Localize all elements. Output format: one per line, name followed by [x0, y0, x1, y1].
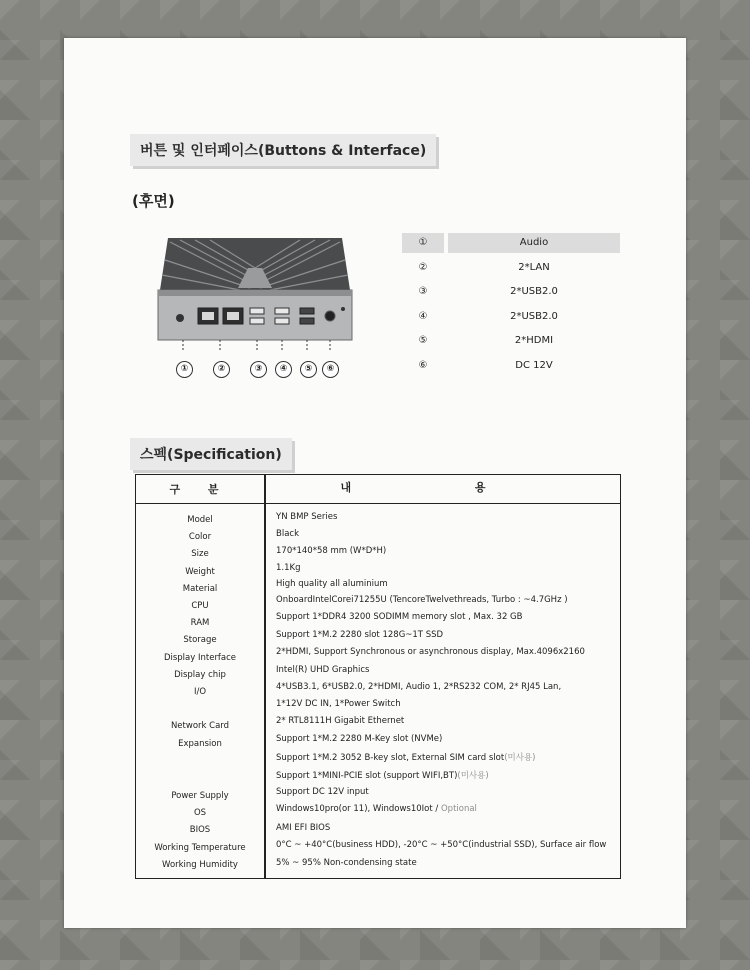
spec-value: 170*140*58 mm (W*D*H)	[276, 546, 387, 556]
port-label: 2*USB2.0	[510, 286, 558, 297]
spec-label: Network Card	[170, 721, 230, 731]
port-number: ④	[418, 310, 428, 322]
rear-view-label: (후면)	[132, 192, 175, 210]
spec-value: 2* RTL8111H Gigabit Ethernet	[276, 716, 405, 726]
spec-label: Display Interface	[163, 653, 237, 663]
spec-value: 4*USB3.1, 6*USB2.0, 2*HDMI, Audio 1, 2*RS232 COM, 2* RJ45 Lan,	[276, 682, 562, 692]
spec-value: 5% ~ 95% Non-condensing state	[276, 858, 417, 868]
spec-value: Support 1*DDR4 3200 SODIMM memory slot , Max. 32 GB	[276, 612, 523, 622]
buttons-interface-heading: 버튼 및 인터페이스(Buttons & Interface)	[130, 134, 436, 166]
spec-label: Working Humidity	[162, 860, 238, 870]
port-label: DC 12V	[515, 359, 553, 371]
spec-value: 2*HDMI, Support Synchronous or asynchronous display, Max.4096x2160	[276, 647, 585, 657]
spec-value: YN BMP Series	[276, 512, 338, 522]
port-number: ⑤	[418, 335, 428, 346]
spec-label: Weight	[185, 567, 215, 577]
spec-label: Model	[187, 515, 213, 525]
spec-header-category: 구 분	[169, 483, 231, 496]
port-row	[402, 354, 620, 379]
spec-value-text: Support 1*MINI-PCIE slot (support WIFI,BT)	[276, 771, 458, 781]
spec-value	[276, 804, 477, 814]
spec-label: Storage	[183, 635, 217, 645]
spec-label: CPU	[191, 601, 209, 611]
port-number: ①	[402, 233, 444, 253]
spec-value: 0°C ~ +40°C(business HDD), -20°C ~ +50°C(industrial SSD), Surface air flow	[276, 840, 607, 850]
port-table	[402, 231, 620, 378]
spec-label: OS	[193, 808, 207, 818]
marker-6: ⑥	[322, 361, 339, 378]
port-row	[402, 231, 620, 256]
spec-value: Support 1*M.2 2280 slot 128G~1T SSD	[276, 630, 444, 640]
spec-label: Expansion	[178, 739, 222, 749]
spec-value: Black	[276, 529, 299, 539]
spec-label: I/O	[193, 687, 207, 697]
marker-1: ①	[176, 361, 193, 378]
port-label: 2*LAN	[518, 261, 550, 273]
spec-label: RAM	[190, 618, 210, 628]
port-row	[402, 280, 620, 305]
port-row	[402, 256, 620, 281]
column-divider	[264, 475, 266, 878]
spec-value: Intel(R) UHD Graphics	[276, 665, 370, 675]
spec-value	[276, 769, 489, 781]
marker-5: ⑤	[300, 361, 317, 378]
port-row	[402, 305, 620, 330]
spec-value: Support DC 12V input	[276, 787, 369, 797]
spec-header-content: 내 용	[340, 481, 546, 494]
marker-2: ②	[213, 361, 230, 378]
marker-4: ④	[275, 361, 292, 378]
port-label: 2*USB2.0	[510, 310, 558, 322]
spec-value: AMI EFI BIOS	[276, 823, 331, 833]
unused-note: (미사용)	[457, 771, 489, 781]
spec-label: Power Supply	[171, 791, 229, 801]
port-number: ⑥	[418, 359, 428, 371]
specification-table	[135, 474, 621, 879]
port-label: Audio	[448, 233, 620, 253]
spec-value: 1*12V DC IN, 1*Power Switch	[276, 699, 401, 709]
spec-label: Working Temperature	[154, 843, 246, 853]
spec-label: Display chip	[174, 670, 226, 680]
spec-value: OnboardIntelCorei71255U (TencoreTwelvethreads, Turbo : ~4.7GHz )	[276, 595, 568, 605]
unused-note: (미사용)	[504, 753, 536, 763]
spec-table-header	[136, 475, 620, 504]
device-rear-image	[150, 230, 360, 350]
spec-label: Color	[188, 532, 212, 542]
spec-label: Size	[191, 549, 209, 559]
spec-value: 1.1Kg	[276, 563, 301, 573]
spec-label: Material	[182, 584, 218, 594]
spec-value: Support 1*M.2 2280 M-Key slot (NVMe)	[276, 734, 443, 744]
specification-heading: 스펙(Specification)	[130, 438, 292, 470]
port-number: ③	[418, 286, 428, 297]
optional-note: Optional	[440, 804, 477, 814]
port-number: ②	[418, 261, 428, 273]
spec-value-text: Windows10pro(or 11), Windows10Iot /	[276, 804, 439, 814]
port-row	[402, 329, 620, 354]
spec-value	[276, 751, 535, 763]
spec-value-text: Support 1*M.2 3052 B-key slot, External SIM card slot	[276, 753, 505, 763]
spec-label: BIOS	[189, 825, 211, 835]
marker-3: ③	[250, 361, 267, 378]
port-label: 2*HDMI	[514, 335, 554, 346]
spec-value: High quality all aluminium	[276, 579, 388, 589]
